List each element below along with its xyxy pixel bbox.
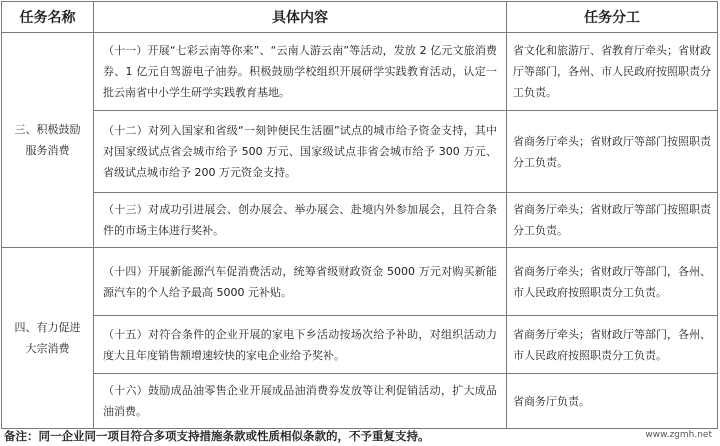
- table-row: [2, 248, 718, 316]
- responsibility-cell: 省商务厅负责。: [507, 374, 718, 429]
- category-line: 服务消费: [25, 144, 70, 157]
- content-cell: （十一）开展“七彩云南等你来”、“云南人游云南”等活动，发放 2 亿元文旅消费券、1 亿元自驾游电子油券。积极鼓励学校组织开展研学实践教育活动，认定一批云南省中小学生研学实践教育基地。: [94, 33, 507, 111]
- table-header-row: [2, 2, 718, 33]
- responsibility-cell: 省商务厅牵头；省财政厅等部门按照职责分工负责。: [507, 111, 718, 193]
- footnote: 备注：同一企业同一项目符合多项支持措施条款或性质相似条款的，不予重复支持。: [4, 429, 430, 443]
- header-content: 具体内容: [94, 2, 507, 33]
- header-division: 任务分工: [507, 2, 718, 33]
- content-cell: （十三）对成功引进展会、创办展会、举办展会、赴境内外参加展会，且符合条件的市场主体进行奖补。: [94, 193, 507, 248]
- header-task-name: 任务名称: [2, 2, 94, 33]
- responsibility-cell: 省商务厅牵头；省财政厅等部门按照职责分工负责。: [507, 193, 718, 248]
- table-row: [2, 316, 718, 374]
- category-line: 三、积极鼓励: [14, 123, 81, 136]
- responsibility-cell: 省文化和旅游厅、省教育厅牵头；省财政厅等部门，各州、市人民政府按照职责分工负责。: [507, 33, 718, 111]
- watermark: www.zgmh.net: [645, 430, 712, 440]
- content-cell: （十四）开展新能源汽车促消费活动，统筹省级财政资金 5000 万元对购买新能源汽车的个人给予最高 5000 元补贴。: [94, 248, 507, 316]
- table-row: [2, 374, 718, 429]
- category-service-consumption: [2, 33, 94, 248]
- responsibility-cell: 省商务厅牵头；省财政厅等部门，各州、市人民政府按照职责分工负责。: [507, 248, 718, 316]
- content-cell: （十五）对符合条件的企业开展的家电下乡活动按场次给予补助，对组织活动力度大且年度销售额增速较快的家电企业给予奖补。: [94, 316, 507, 374]
- responsibility-cell: 省商务厅牵头；省财政厅等部门，各州、市人民政府按照职责分工负责。: [507, 316, 718, 374]
- content-cell: （十二）对列入国家和省级“一刻钟便民生活圈”试点的城市给予资金支持，其中对国家级试点省会城市给予 500 万元、国家级试点非省会城市给予 300 万元、省级试点城市给予 200 万元资金支持。: [94, 111, 507, 193]
- content-cell: （十六）鼓励成品油零售企业开展成品油消费券发放等让利促销活动，扩大成品油消费。: [94, 374, 507, 429]
- table-row: [2, 193, 718, 248]
- category-line: 大宗消费: [25, 342, 70, 355]
- table-row: [2, 111, 718, 193]
- category-bulk-consumption: [2, 248, 94, 429]
- category-line: 四、有力促进: [14, 321, 81, 334]
- table-row: [2, 33, 718, 111]
- measures-table: [1, 1, 718, 429]
